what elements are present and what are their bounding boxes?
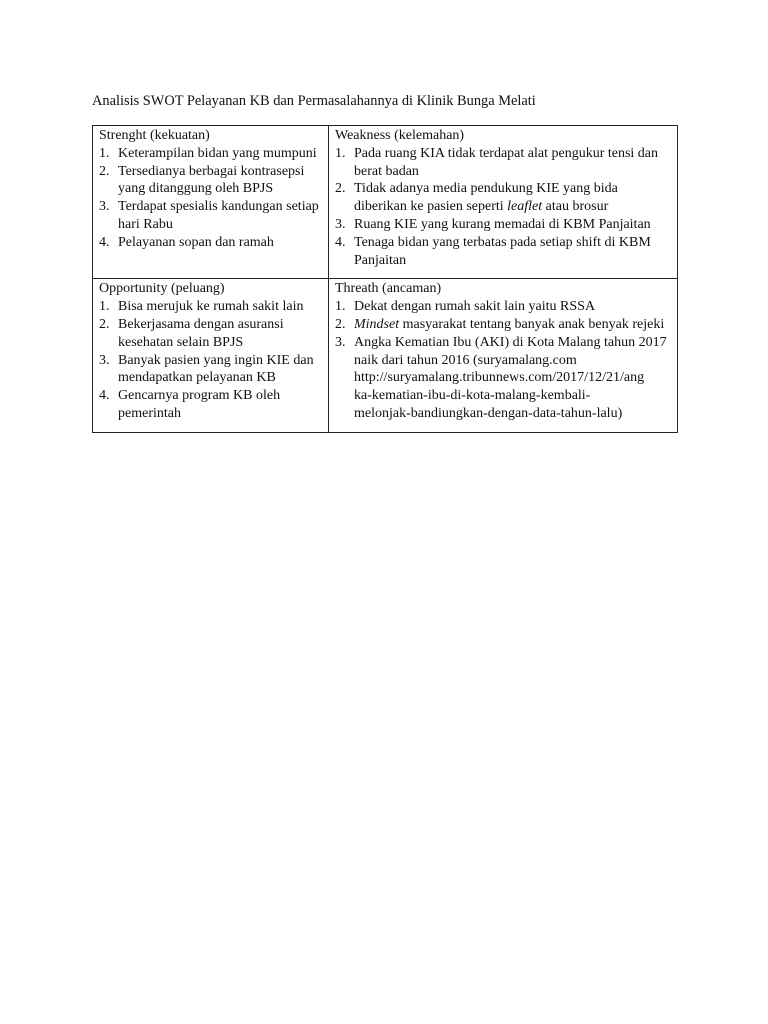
source-url-line: ka-kematian-ibu-di-kota-malang-kembali- — [354, 388, 591, 404]
threat-heading: Threath (ancaman) — [335, 281, 442, 297]
item-text-italic: leaflet — [507, 199, 543, 215]
swot-table — [92, 125, 678, 433]
opportunity-cell — [93, 279, 329, 432]
table-row — [93, 279, 678, 432]
opportunity-heading: Opportunity (peluang) — [99, 281, 225, 297]
item-number: 2. — [99, 316, 110, 332]
list-item — [335, 180, 673, 216]
document-title: Analisis SWOT Pelayanan KB dan Permasalahannya di Klinik Bunga Melati — [92, 93, 536, 109]
item-text-before: Tidak adanya media pendukung KIE yang bida diberikan ke pasien seperti — [354, 181, 618, 215]
item-text-after: atau brosur — [542, 199, 609, 215]
list-item — [99, 352, 324, 388]
item-number: 1. — [99, 299, 110, 315]
item-text: Banyak pasien yang ingin KIE dan mendapatkan pelayanan KB — [118, 352, 314, 386]
item-number: 4. — [335, 234, 346, 250]
source-url-line: melonjak-bandiungkan-dengan-data-tahun-lalu) — [354, 405, 623, 421]
list-item — [99, 198, 324, 234]
item-number: 3. — [99, 352, 110, 368]
list-item — [99, 387, 324, 423]
strength-cell — [93, 126, 329, 279]
item-number: 3. — [99, 199, 110, 215]
list-item — [335, 234, 673, 270]
list-item — [99, 234, 324, 252]
strength-list — [99, 145, 324, 252]
opportunity-list — [99, 298, 324, 423]
list-item — [335, 216, 673, 234]
item-number: 3. — [335, 216, 346, 232]
list-item — [335, 316, 673, 334]
weakness-cell — [329, 126, 678, 279]
item-text: Tenaga bidan yang terbatas pada setiap shift di KBM Panjaitan — [354, 234, 651, 268]
item-number: 4. — [99, 388, 110, 404]
item-text-italic: Mindset — [354, 316, 400, 332]
weakness-heading: Weakness (kelemahan) — [335, 128, 465, 143]
list-item — [99, 163, 324, 199]
item-text: Pada ruang KIA tidak terdapat alat pengukur tensi dan berat badan — [354, 145, 659, 179]
item-text: Bekerjasama dengan asuransi kesehatan selain BPJS — [118, 316, 284, 350]
item-number: 2. — [335, 181, 346, 197]
list-item — [99, 298, 324, 316]
item-text-after: masyarakat tentang banyak anak benyak rejeki — [399, 316, 665, 332]
item-text: Keterampilan bidan yang mumpuni — [118, 145, 317, 161]
source-url-line: http://suryamalang.tribunnews.com/2017/12/21/ang — [354, 370, 645, 386]
item-text: Angka Kematian Ibu (AKI) di Kota Malang tahun 2017 naik dari tahun 2016 (suryamalang.com — [354, 334, 667, 368]
item-text: Pelayanan sopan dan ramah — [118, 234, 274, 250]
item-number: 2. — [335, 316, 346, 332]
strength-heading: Strenght (kekuatan) — [99, 128, 210, 143]
threat-list — [335, 298, 673, 423]
list-item — [335, 298, 673, 316]
item-number: 1. — [99, 145, 110, 161]
item-number: 2. — [99, 163, 110, 179]
list-item — [335, 145, 673, 181]
item-number: 4. — [99, 234, 110, 250]
item-text: Tersedianya berbagai kontrasepsi yang ditanggung oleh BPJS — [118, 163, 305, 197]
weakness-list — [335, 145, 673, 270]
list-item — [99, 145, 324, 163]
item-text: Bisa merujuk ke rumah sakit lain — [118, 299, 304, 315]
threat-cell — [329, 279, 678, 432]
item-text: Terdapat spesialis kandungan setiap hari Rabu — [118, 199, 319, 232]
item-number: 3. — [335, 334, 346, 350]
table-row — [93, 126, 678, 279]
item-number: 1. — [335, 299, 346, 315]
list-item — [99, 316, 324, 352]
item-text: Gencarnya program KB oleh pemerintah — [118, 388, 281, 421]
item-number: 1. — [335, 145, 346, 161]
list-item — [335, 334, 673, 423]
item-text: Dekat dengan rumah sakit lain yaitu RSSA — [354, 299, 596, 315]
item-text: Ruang KIE yang kurang memadai di KBM Panjaitan — [354, 216, 651, 232]
